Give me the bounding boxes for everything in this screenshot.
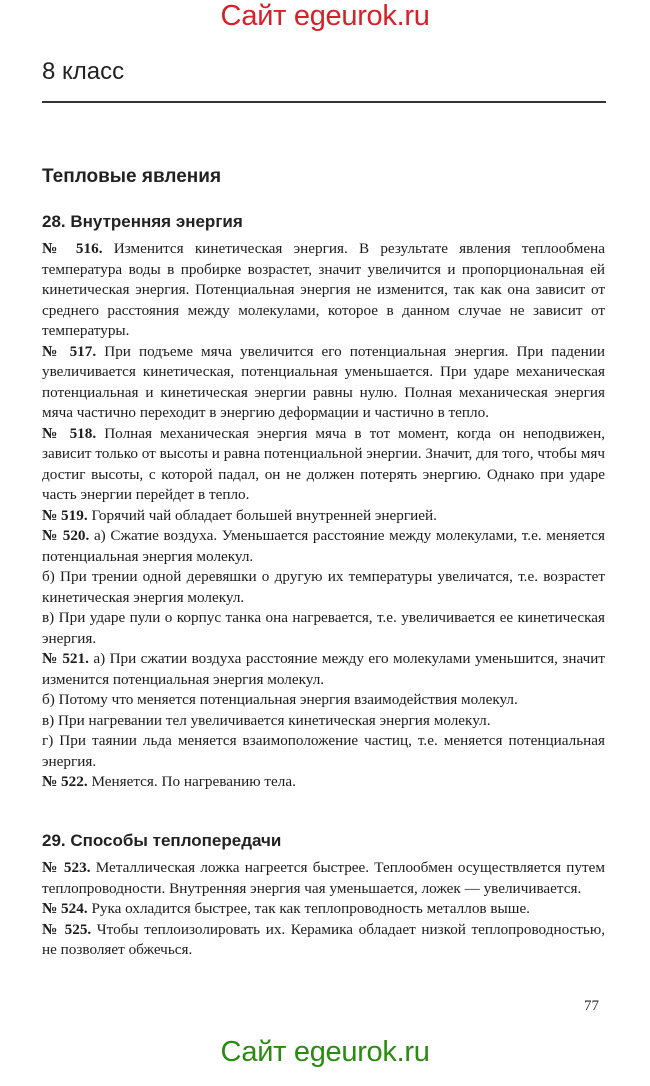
section-title: Тепловые явления (42, 166, 222, 187)
answer-523: № 523. Металлическая ложка нагреется быстрее. Теплообмен осуществляется путем теплопроводности. Внутренняя энергия чая уменьшается, ложек — увеличивается. (42, 859, 605, 897)
answer-518: № 518. Полная механическая энергия мяча в тот момент, когда он неподвижен, зависит только от высоты и равна потенциальной энергии. Значит, для того, чтобы мяч достиг высоты, с которой падал, он не должен потерять энергию. Однако при ударе часть энергии перейдет в тепло. (42, 424, 605, 503)
answer-520-a: № 520. а) Сжатие воздуха. Уменьшается расстояние между молекулами, т.е. меняется потенциальная энергия молекул. (42, 527, 605, 565)
chapter-28-text (42, 239, 605, 793)
answer-524: № 524. Рука охладится быстрее, так как теплопроводность металлов выше. (42, 900, 530, 917)
watermark-bottom: Сайт egeurok.ru (220, 1036, 430, 1068)
answer-521-c: в) При нагревании тел увеличивается кинетическая энергия молекул. (42, 711, 491, 729)
grade-header: 8 класс (42, 58, 125, 85)
watermark-top: Сайт egeurok.ru (220, 0, 430, 32)
answer-521-b: б) Потому что меняется потенциальная энергия взаимодействия молекул. (42, 691, 518, 708)
answer-517: № 517. При подъеме мяча увеличится его потенциальная энергия. При падении увеличивается кинетическая, потенциальная уменьшается. При ударе механическая потенциальная и кинетическая энергии равны нулю. Полная механическая энергия мяча частично переходит в энергию деформации и частично в тепло. (42, 342, 606, 421)
answer-522: № 522. Меняется. По нагреванию тела. (42, 773, 296, 790)
chapter-title-28: 28. Внутренняя энергия (42, 212, 243, 231)
answer-520-c: в) При ударе пули о корпус танка она нагревается, т.е. увеличивается ее кинетическая энергия. (42, 609, 605, 647)
answer-521-d: г) При таянии льда меняется взаимоположение частиц, т.е. меняется потенциальная энергия. (42, 732, 605, 770)
page-number: 77 (584, 998, 599, 1014)
answer-519: № 519. Горячий чай обладает большей внутренней энергией. (42, 506, 437, 524)
header-divider (42, 101, 606, 103)
answer-516: № 516. Изменится кинетическая энергия. В результате явления теплообмена температура воды в пробирке возрастет, значит увеличится и пропорциональная ей кинетическая энергия. Потенциальная энергия не изменится, так как она зависит от среднего расстояния между молекулами, которое в данном случае не зависит от температуры. (42, 240, 605, 339)
answer-520-b: б) При трении одной деревяшки о другую их температуры увеличатся, т.е. возрастет кинетическая энергия молекул. (42, 568, 605, 606)
answer-525: № 525. Чтобы теплоизолировать их. Керамика обладает низкой теплопроводностью, не позволяет обжечься. (42, 920, 605, 958)
chapter-title-29: 29. Способы теплопередачи (42, 831, 282, 850)
chapter-29-text (42, 858, 605, 961)
answer-521-a: № 521. а) При сжатии воздуха расстояние между его молекулами уменьшится, значит изменится потенциальная энергия молекул. (42, 650, 605, 688)
